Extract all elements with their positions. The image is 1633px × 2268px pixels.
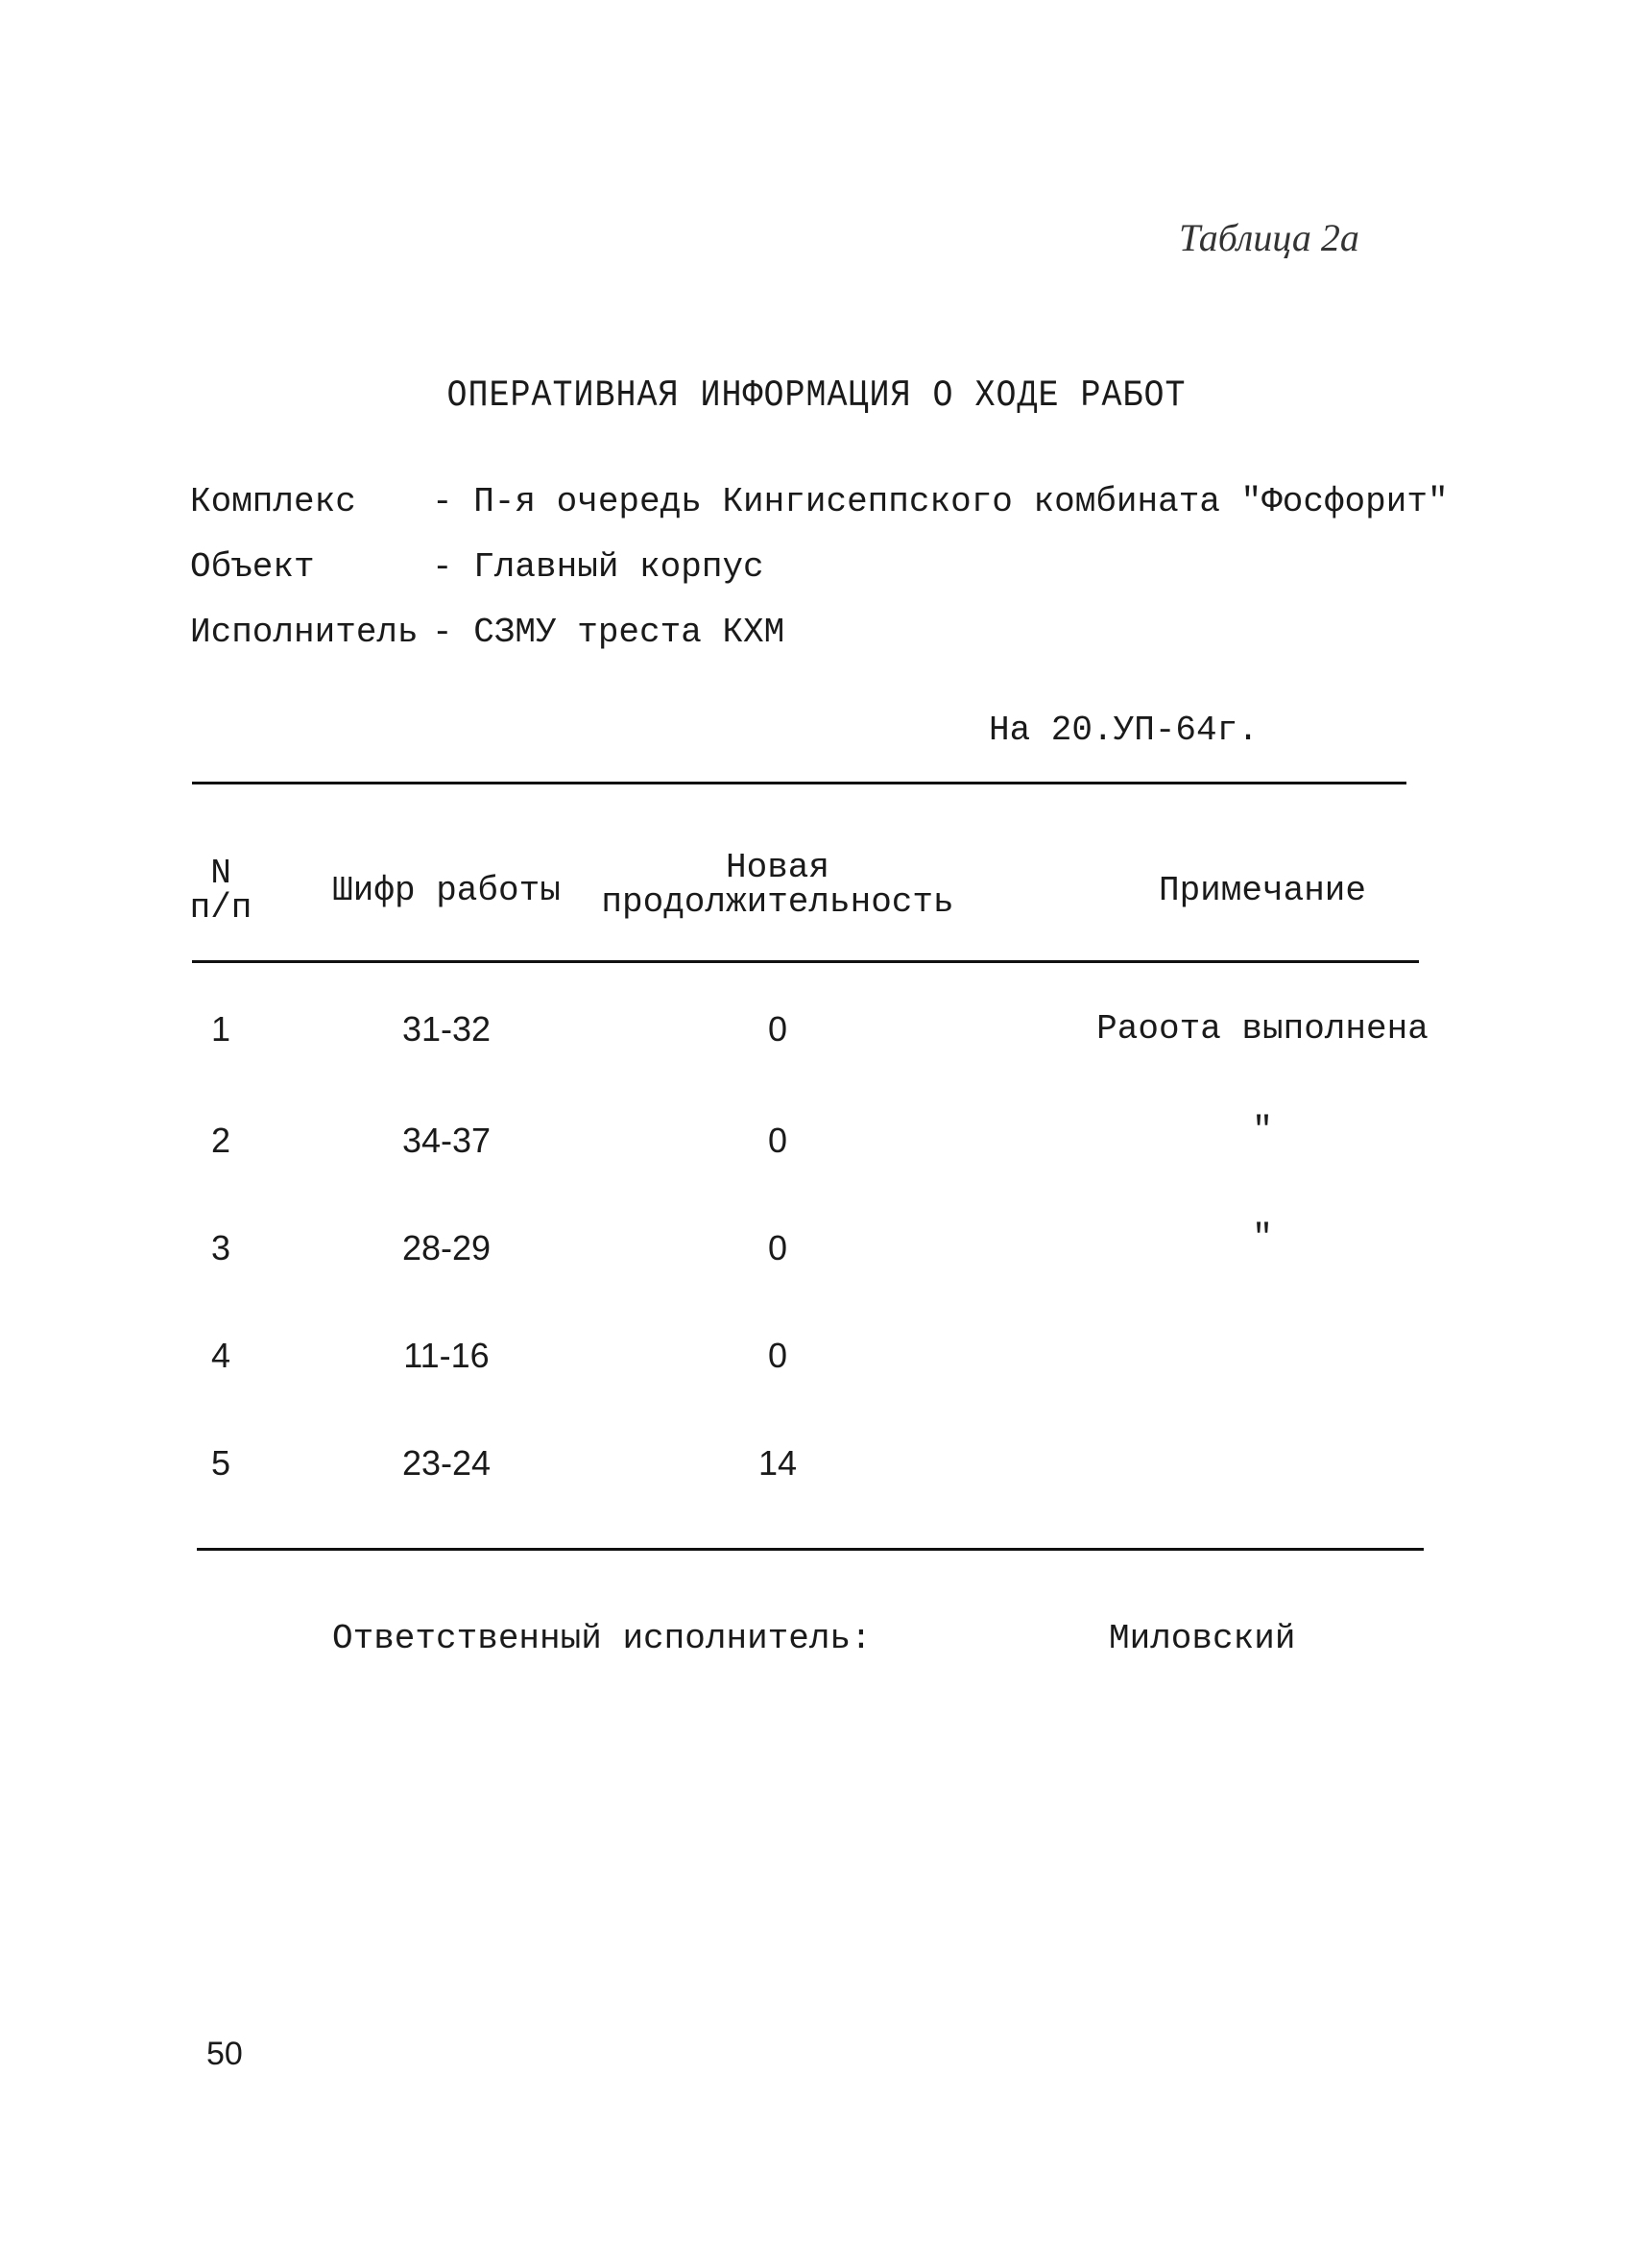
table-label: Таблица 2а (1179, 216, 1359, 259)
row-note: Раоота выполнена (1096, 1009, 1429, 1049)
row-num: 3 (210, 1228, 231, 1267)
meta-value-object: - Главный корпус (432, 547, 764, 587)
table-bottom-rule (197, 1548, 1424, 1551)
row-code: 34-37 (401, 1121, 492, 1160)
page-number: 50 (206, 2036, 243, 2072)
meta-value-executor: - СЗМУ треста КХМ (432, 613, 785, 652)
document-title: ОПЕРАТИВНАЯ ИНФОРМАЦИЯ О ХОДЕ РАБОТ (446, 374, 1187, 418)
meta-label-object: Объект (190, 547, 315, 587)
row-duration: 14 (757, 1443, 798, 1483)
row-num: 1 (210, 1009, 231, 1049)
row-duration: 0 (767, 1121, 788, 1160)
row-code: 23-24 (401, 1443, 492, 1483)
header-bottom-rule (192, 960, 1419, 963)
meta-label-complex: Комплекс (190, 482, 356, 521)
header-num: N п/п (189, 854, 252, 928)
meta-label-executor: Исполнитель (190, 613, 419, 652)
row-num: 4 (210, 1336, 231, 1375)
row-code: 28-29 (401, 1228, 492, 1267)
row-num: 5 (210, 1443, 231, 1483)
report-date: На 20.УП-64г. (989, 711, 1259, 750)
header-code: Шифр работы (332, 871, 561, 910)
row-note: " (1252, 1218, 1273, 1258)
row-code: 31-32 (401, 1009, 492, 1049)
responsible-label: Ответственный исполнитель: (332, 1619, 872, 1658)
header-note: Примечание (1158, 871, 1367, 910)
row-note: " (1252, 1111, 1273, 1150)
row-duration: 0 (767, 1336, 788, 1375)
meta-value-complex: - П-я очередь Кингисеппского комбината "Фосфорит" (432, 482, 1449, 521)
table-top-rule (192, 782, 1406, 784)
header-duration: Новая продолжительность (601, 848, 954, 922)
responsible-name: Миловский (1109, 1619, 1296, 1658)
row-duration: 0 (767, 1228, 788, 1267)
row-duration: 0 (767, 1009, 788, 1049)
row-num: 2 (210, 1121, 231, 1160)
row-code: 11-16 (403, 1336, 490, 1375)
